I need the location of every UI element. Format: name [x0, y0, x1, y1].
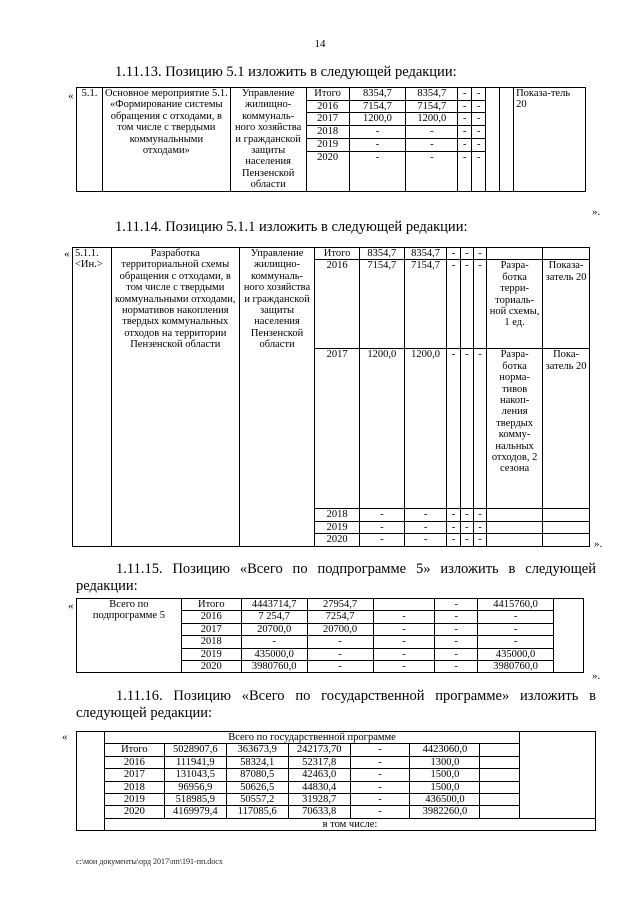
cell: -: [458, 100, 472, 113]
page-number: 14: [314, 38, 326, 50]
cell: 111941,9: [164, 756, 226, 768]
cell: 131043,5: [164, 769, 226, 781]
cell: -: [241, 636, 307, 648]
cell: [554, 599, 584, 673]
cell: 5028907,6: [164, 744, 226, 756]
cell: Итого: [306, 88, 349, 101]
cell: -: [460, 509, 473, 521]
cell: [487, 248, 543, 260]
cell-executor: Управление жилищно-коммуналь-ного хозяйства и гражданской защиты населения Пензенской области: [239, 248, 314, 547]
cell: -: [447, 521, 460, 533]
cell: -: [473, 509, 486, 521]
cell: 7254,7: [307, 611, 373, 623]
cell: -: [404, 521, 447, 533]
quote-open: «: [64, 248, 70, 260]
cell: -: [373, 611, 435, 623]
cell: -: [435, 648, 478, 660]
cell: 2017: [104, 769, 164, 781]
cell: -: [473, 534, 486, 546]
cell: 50557,2: [226, 794, 288, 806]
cell: -: [373, 623, 435, 635]
cell: [487, 521, 543, 533]
cell: -: [359, 521, 404, 533]
cell-label: Всего по подпрограмме 5: [77, 599, 182, 673]
cell: 1300,0: [410, 756, 480, 768]
cell: Итого: [315, 248, 360, 260]
cell: -: [359, 534, 404, 546]
cell: 1200,0: [349, 113, 406, 126]
cell: 44830,4: [288, 781, 350, 793]
cell: -: [472, 151, 486, 191]
cell: 1500,0: [410, 769, 480, 781]
cell: 7154,7: [404, 260, 447, 349]
quote-open: «: [68, 90, 74, 102]
cell: 50626,5: [226, 781, 288, 793]
cell: [486, 88, 500, 192]
cell: -: [435, 611, 478, 623]
section-15-heading: 1.11.15. Позицию «Всего по подпрограмме 5» изложить в следующей редакции:: [76, 561, 596, 594]
cell: -: [350, 794, 410, 806]
cell: -: [404, 509, 447, 521]
cell-including: в том числе:: [104, 818, 595, 830]
cell: [500, 88, 514, 192]
cell: 96956,9: [164, 781, 226, 793]
cell-result: Разра-ботка норма-тивов накоп-ления твердых комму-нальных отходов, 2 сезона: [487, 349, 543, 509]
cell: 8354,7: [406, 88, 458, 101]
cell: 518985,9: [164, 794, 226, 806]
cell: 4443714,7: [241, 599, 307, 611]
cell: -: [373, 648, 435, 660]
cell: -: [473, 260, 486, 349]
cell: -: [406, 126, 458, 139]
cell-name: Разработка территориальной схемы обращения с отходами, в том числе с твердыми коммунальными отходами, нормативов накопления твердых коммунальных отходов на территории Пензенской области: [111, 248, 239, 547]
cell: 2019: [315, 521, 360, 533]
cell: -: [350, 744, 410, 756]
cell: -: [435, 661, 478, 673]
cell: 20700,0: [307, 623, 373, 635]
section-13-heading: 1.11.13. Позицию 5.1 изложить в следующей редакции:: [115, 64, 457, 80]
cell: -: [447, 509, 460, 521]
cell: -: [472, 113, 486, 126]
cell: 52317,8: [288, 756, 350, 768]
cell: 2018: [306, 126, 349, 139]
cell: 58324,1: [226, 756, 288, 768]
cell: -: [472, 126, 486, 139]
cell: -: [472, 88, 486, 101]
cell: 1200,0: [404, 349, 447, 509]
cell: 117085,6: [226, 806, 288, 818]
cell: 1200,0: [406, 113, 458, 126]
cell: [543, 248, 590, 260]
cell: 2016: [104, 756, 164, 768]
cell: 2019: [104, 794, 164, 806]
cell: [480, 806, 520, 818]
cell: 2020: [315, 534, 360, 546]
cell: -: [460, 521, 473, 533]
cell-name: Основное мероприятие 5.1. «Формирование системы обращения с отходами, в том числе с твердыми коммунальными отходами»: [102, 88, 230, 192]
cell: [543, 534, 590, 546]
cell: -: [458, 88, 472, 101]
quote-open: «: [62, 731, 68, 743]
table-5-1: [76, 87, 586, 192]
cell: -: [473, 521, 486, 533]
cell: 2016: [306, 100, 349, 113]
cell: 1500,0: [410, 781, 480, 793]
cell: [480, 744, 520, 756]
cell: 435000,0: [478, 648, 554, 660]
cell: [373, 599, 435, 611]
cell: -: [478, 611, 554, 623]
cell: -: [350, 806, 410, 818]
cell: 3980760,0: [241, 661, 307, 673]
table-total-subprogram-5: [76, 598, 584, 673]
quote-close: ».: [594, 538, 603, 550]
cell: 4169979,4: [164, 806, 226, 818]
cell: 7154,7: [406, 100, 458, 113]
cell: [480, 781, 520, 793]
section-14-heading: 1.11.14. Позицию 5.1.1 изложить в следующей редакции:: [115, 219, 468, 235]
cell: -: [460, 534, 473, 546]
cell: [487, 509, 543, 521]
cell: 1200,0: [359, 349, 404, 509]
cell: -: [458, 113, 472, 126]
cell-result: Разра-ботка терри-ториаль-ной схемы, 1 ед.: [487, 260, 543, 349]
cell: 435000,0: [241, 648, 307, 660]
cell: 70633,8: [288, 806, 350, 818]
cell: -: [350, 769, 410, 781]
cell: 2018: [181, 636, 241, 648]
cell: Итого: [104, 744, 164, 756]
cell-num: 5.1.1. <Ин.>: [73, 248, 112, 547]
cell: -: [460, 349, 473, 509]
table-5-1-1: [72, 247, 590, 547]
cell: 31928,7: [288, 794, 350, 806]
cell: [480, 794, 520, 806]
cell: 4415760,0: [478, 599, 554, 611]
section-16-heading: 1.11.16. Позицию «Всего по государственной программе» изложить в следующей редакции:: [76, 688, 596, 721]
quote-open: «: [68, 600, 74, 612]
cell: 2016: [181, 611, 241, 623]
cell-indicator: Пока-затель 20: [543, 349, 590, 509]
cell: -: [460, 260, 473, 349]
cell: [543, 521, 590, 533]
cell: 2018: [315, 509, 360, 521]
cell: -: [373, 636, 435, 648]
cell: -: [373, 661, 435, 673]
cell: -: [349, 138, 406, 151]
cell: Итого: [181, 599, 241, 611]
cell: 27954,7: [307, 599, 373, 611]
cell: 2016: [315, 260, 360, 349]
cell: 436500,0: [410, 794, 480, 806]
cell: -: [406, 138, 458, 151]
cell: 7154,7: [349, 100, 406, 113]
cell: [487, 534, 543, 546]
cell: 3980760,0: [478, 661, 554, 673]
cell: -: [350, 756, 410, 768]
cell: -: [472, 138, 486, 151]
cell: 2019: [306, 138, 349, 151]
cell-executor: Управление жилищно-коммуналь-ного хозяйства и гражданской защиты населения Пензенской области: [230, 88, 306, 192]
cell: -: [435, 636, 478, 648]
cell: -: [473, 248, 486, 260]
cell: -: [473, 349, 486, 509]
cell: 3982260,0: [410, 806, 480, 818]
cell: [520, 732, 596, 819]
cell: -: [447, 248, 460, 260]
cell: 20700,0: [241, 623, 307, 635]
cell: [480, 756, 520, 768]
cell: [480, 769, 520, 781]
cell: -: [307, 661, 373, 673]
cell-indicator: Показа-затель 20: [543, 260, 590, 349]
cell: -: [435, 599, 478, 611]
cell: -: [447, 260, 460, 349]
cell: -: [359, 509, 404, 521]
cell: 2017: [315, 349, 360, 509]
cell: -: [435, 623, 478, 635]
cell: 2017: [306, 113, 349, 126]
cell: -: [478, 623, 554, 635]
cell: [77, 732, 105, 831]
cell: 4423060,0: [410, 744, 480, 756]
cell: 87080,5: [226, 769, 288, 781]
cell: 363673,9: [226, 744, 288, 756]
cell: 8354,7: [349, 88, 406, 101]
cell: -: [307, 636, 373, 648]
cell: -: [349, 151, 406, 191]
file-path-footer: c:\мои документы\орд 2017\пп\191-пп.docx: [76, 857, 223, 866]
cell: -: [406, 151, 458, 191]
cell: -: [447, 534, 460, 546]
cell: 2017: [181, 623, 241, 635]
cell: [543, 509, 590, 521]
cell: 2020: [104, 806, 164, 818]
quote-close: ».: [592, 670, 601, 682]
cell: 8354,7: [404, 248, 447, 260]
cell-title: Всего по государственной программе: [104, 732, 519, 744]
cell: -: [404, 534, 447, 546]
cell: -: [447, 349, 460, 509]
cell: -: [460, 248, 473, 260]
cell: 2018: [104, 781, 164, 793]
cell-indicator: Показа-тель 20: [514, 88, 586, 192]
quote-close: ».: [592, 206, 601, 218]
cell: 8354,7: [359, 248, 404, 260]
cell: 242173,70: [288, 744, 350, 756]
cell: -: [349, 126, 406, 139]
cell: 2019: [181, 648, 241, 660]
cell: -: [350, 781, 410, 793]
cell: -: [458, 138, 472, 151]
cell: 42463,0: [288, 769, 350, 781]
cell: 2020: [181, 661, 241, 673]
cell: -: [478, 636, 554, 648]
cell: -: [307, 648, 373, 660]
cell: 7154,7: [359, 260, 404, 349]
table-total-program: [76, 731, 596, 831]
cell: 2020: [306, 151, 349, 191]
cell: -: [472, 100, 486, 113]
cell-num: 5.1.: [77, 88, 103, 192]
cell: -: [458, 126, 472, 139]
cell: 7 254,7: [241, 611, 307, 623]
cell: -: [458, 151, 472, 191]
